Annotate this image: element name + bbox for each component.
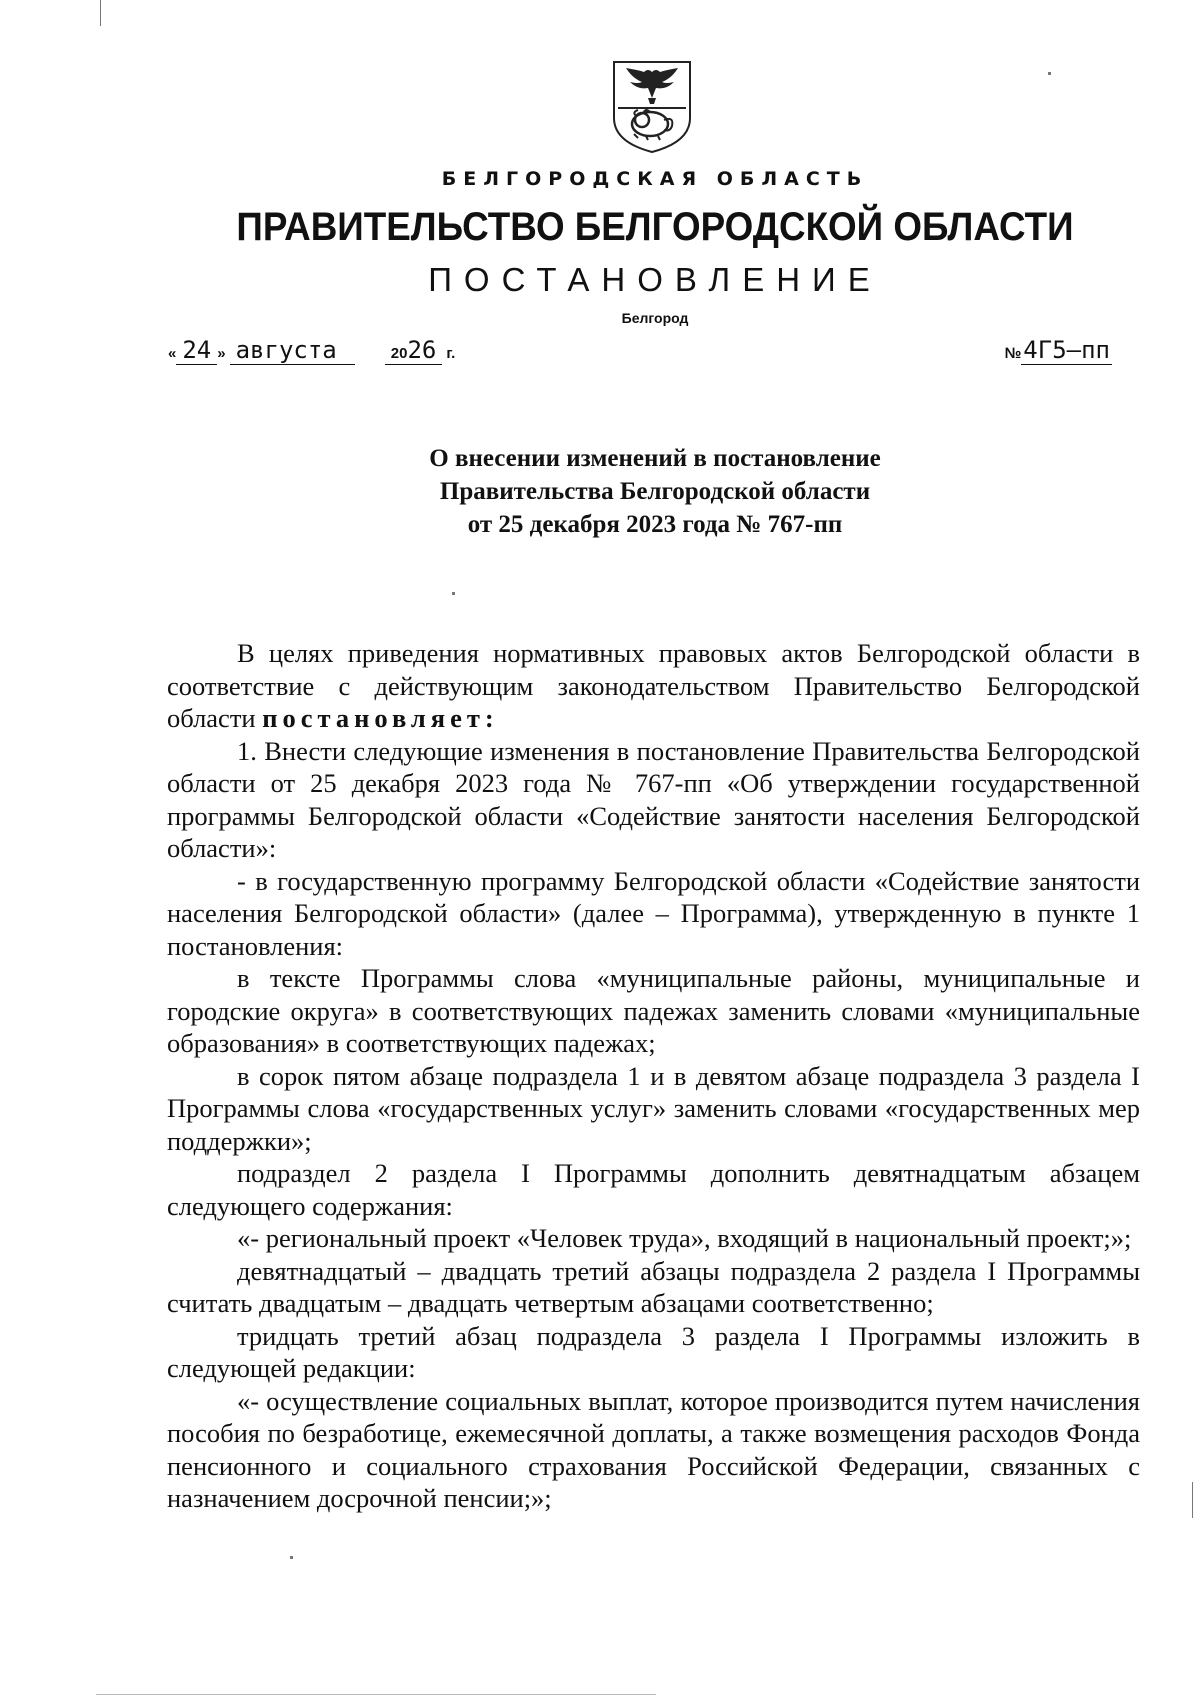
number-value: 4Г5–пп: [1023, 336, 1110, 364]
number-label: №: [1004, 345, 1022, 362]
date-month: августа: [235, 336, 337, 364]
body-paragraph: «- региональный проект «Человек труда», входящий в национальный проект;»;: [237, 1223, 1132, 1253]
region-name: БЕЛГОРОДСКАЯ ОБЛАСТЬ: [441, 168, 869, 190]
coat-of-arms-icon: [608, 58, 696, 154]
body-paragraph: в тексте Программы слова «муниципальные районы, муниципальные и городские округа» в соответствующих падежах заменить словами «муниципальные образования» в соответствующих падежах;: [167, 963, 1140, 1058]
resolves-word: постановляет:: [262, 703, 499, 733]
date-year-prefix: 20: [390, 345, 408, 362]
body-paragraph: в сорок пятом абзаце подраздела 1 и в девятом абзаце подраздела 3 раздела I Программы слова «государственных услуг» заменить словами «государственных мер поддержки»;: [167, 1060, 1140, 1156]
preamble-text: В целях приведения нормативных правовых актов Белгородской области в соответствие с действующим законодательством Правительство Белгородской области: [167, 638, 1140, 733]
date-year-suffix: 26: [407, 336, 437, 364]
scan-speck: [452, 592, 455, 595]
scan-line: [100, 0, 101, 26]
subject-line: О внесении изменений в постановление: [429, 445, 881, 472]
body-paragraph: девятнадцатый – двадцать третий абзацы подраздела 2 раздела I Программы считать двадцатым – двадцать четвертым абзацами соответственно;: [167, 1255, 1140, 1318]
body-paragraph: [167, 637, 1140, 735]
government-title: ПРАВИТЕЛЬСТВО БЕЛГОРОДСКОЙ ОБЛАСТИ: [236, 205, 1074, 249]
document-subject: [0, 442, 1200, 541]
body-paragraph: - в государственную программу Белгородской области «Содействие занятости населения Белгородской области» (далее – Программа), утвержденную в пункте 1 постановления:: [167, 865, 1140, 961]
scan-speck: [290, 1556, 293, 1559]
subject-line: Правительства Белгородской области: [439, 478, 871, 505]
scan-line: [1192, 1482, 1193, 1518]
date-year-mark: г.: [446, 345, 456, 362]
document-date: [168, 336, 455, 365]
body-paragraph: 1. Внести следующие изменения в постановление Правительства Белгородской области от 25 декабря 2023 года № 767-пп «Об утверждении государственной программы Белгородской области «Содействие занятости населения Белгородской области»:: [167, 735, 1140, 863]
body-paragraph: «- осуществление социальных выплат, которое производится путем начисления пособия по безработице, ежемесячной доплаты, а также возмещения расходов Фонда пенсионного и социального страхования Российской Федерации, связанных с назначением досрочной пенсии;»;: [167, 1385, 1140, 1513]
document-number: [1005, 336, 1112, 364]
document-body: [167, 637, 1140, 1515]
body-paragraph: подраздел 2 раздела I Программы дополнить девятнадцатым абзацем следующего содержания:: [167, 1158, 1140, 1221]
scan-speck: [1048, 72, 1051, 75]
date-open-quote: «: [168, 345, 177, 362]
date-close-quote: »: [217, 345, 226, 362]
city-name: Белгород: [621, 310, 689, 326]
date-day: 24: [182, 336, 212, 364]
body-paragraph: тридцать третий абзац подраздела 3 раздела I Программы изложить в следующей редакции:: [167, 1320, 1140, 1383]
scan-line: [96, 1694, 656, 1695]
document-type: ПОСТАНОВЛЕНИЕ: [428, 261, 882, 298]
subject-line: от 25 декабря 2023 года № 767-пп: [467, 511, 843, 538]
